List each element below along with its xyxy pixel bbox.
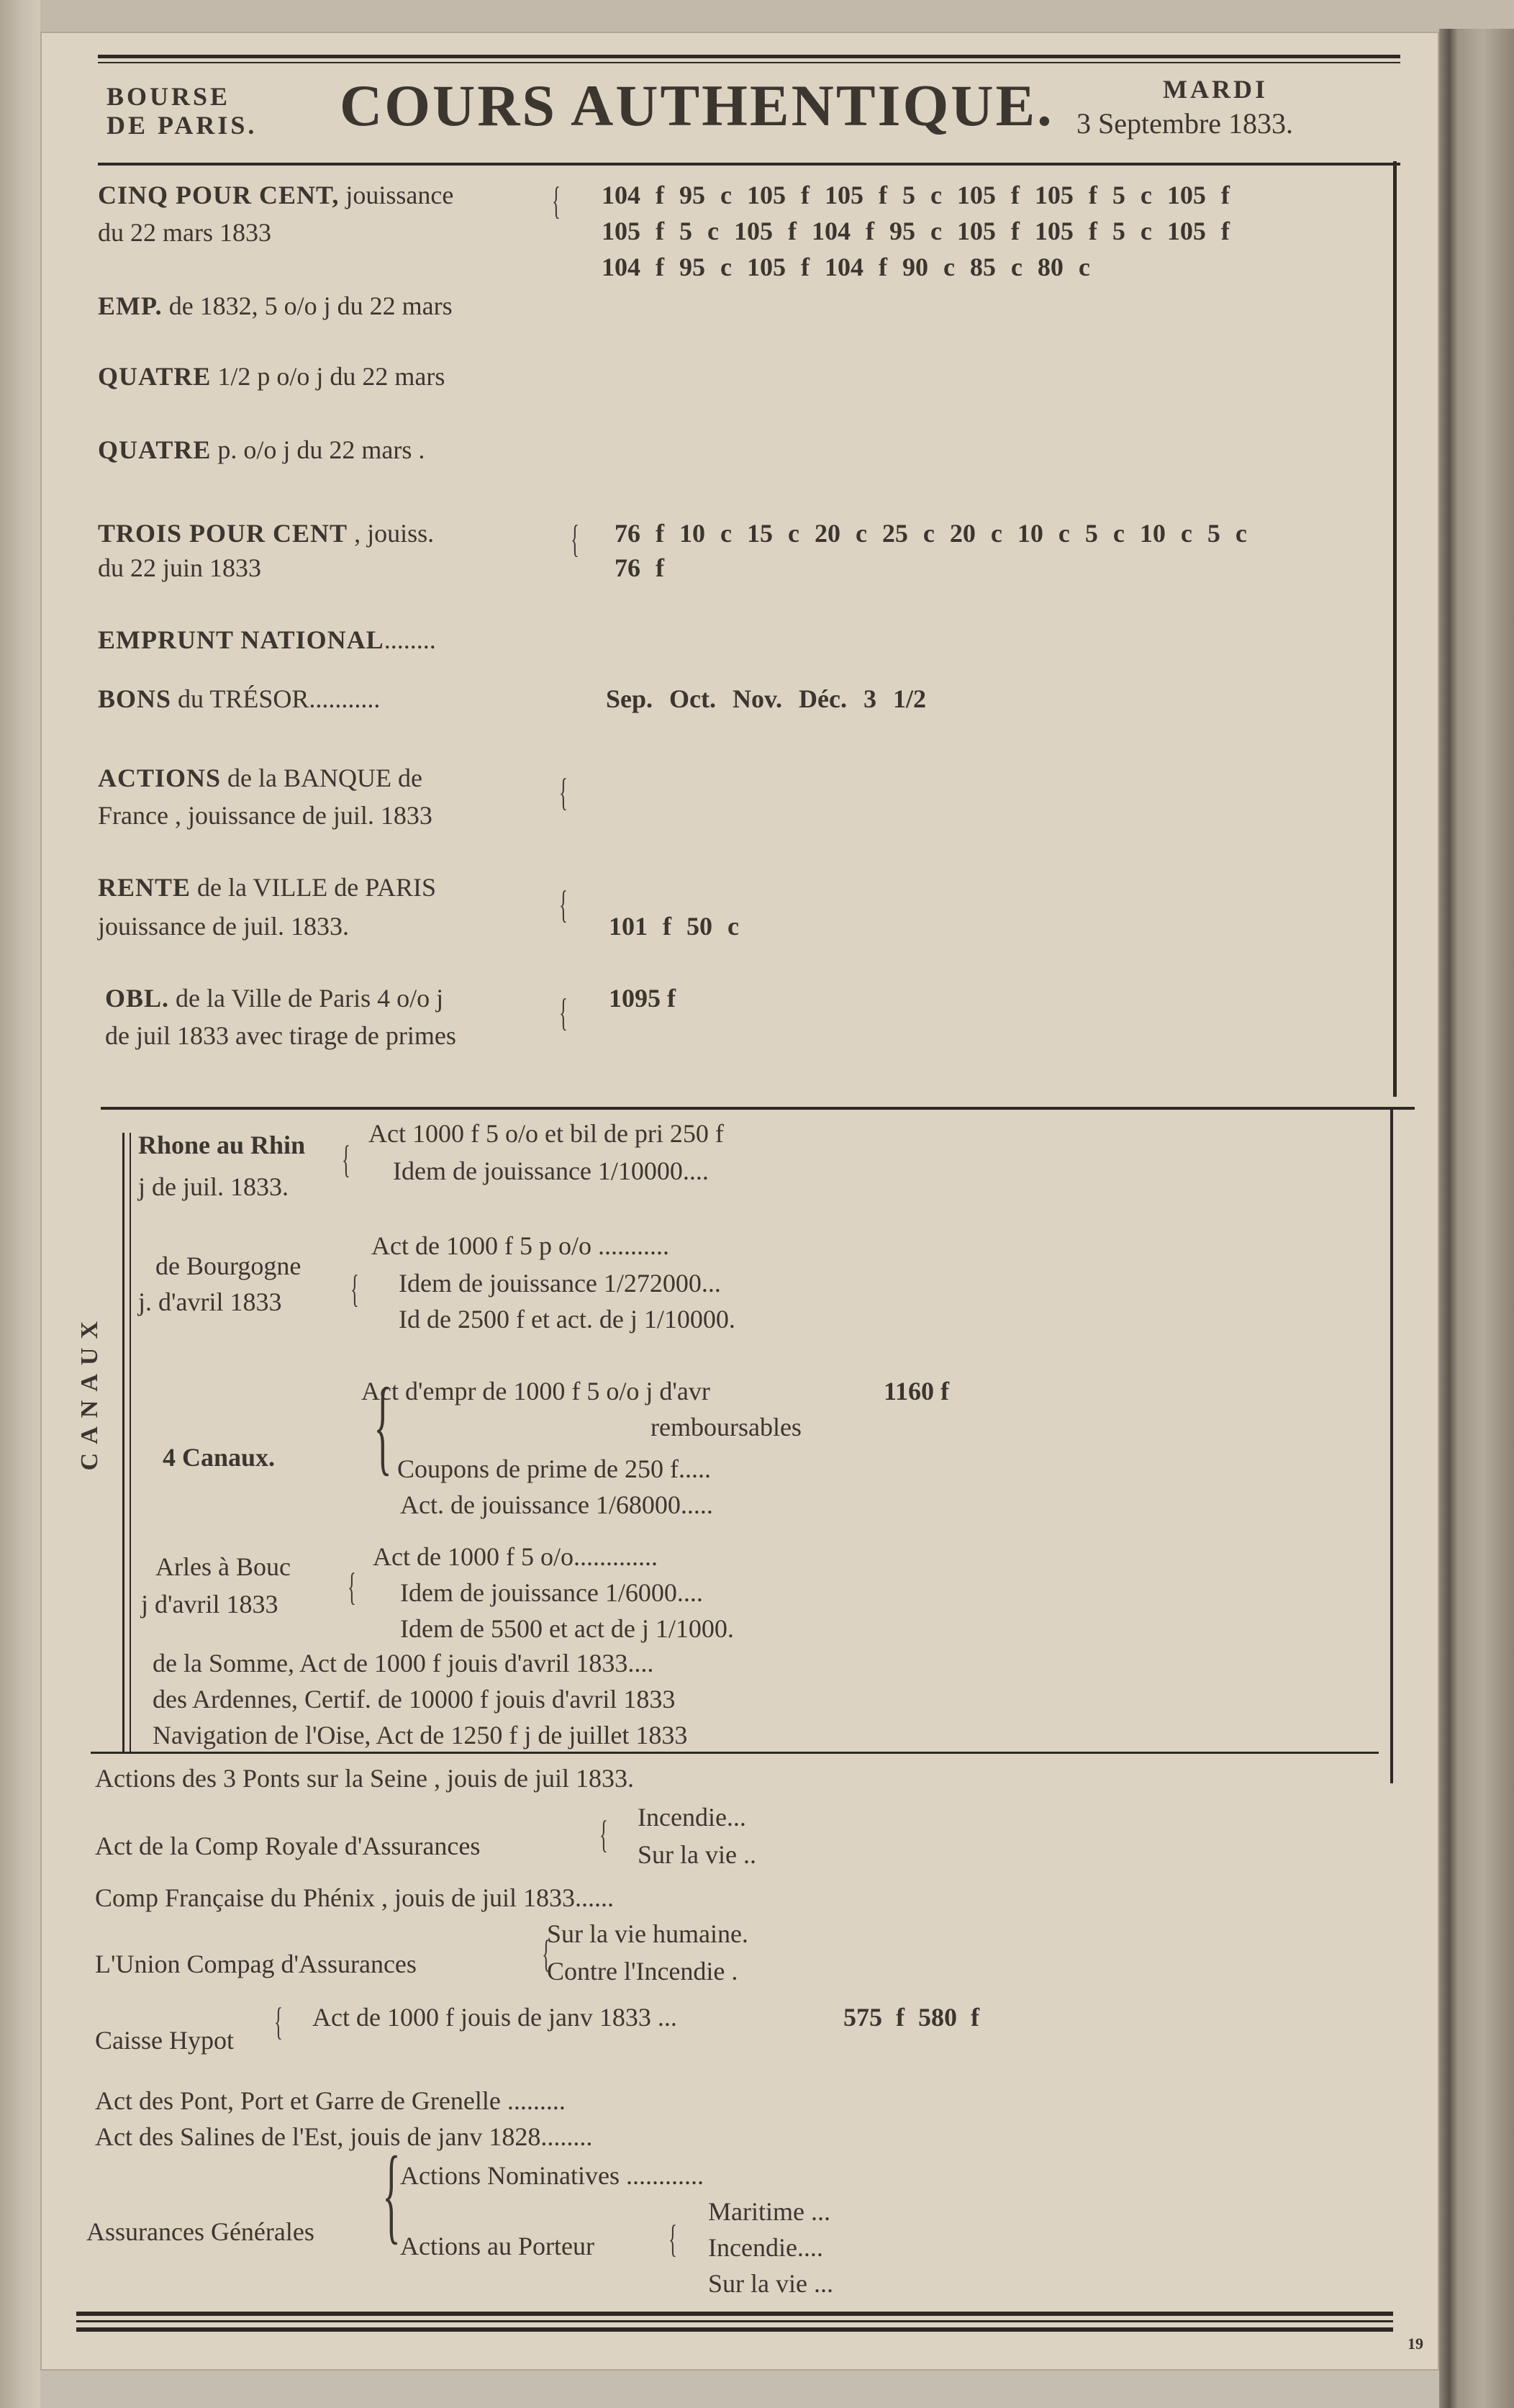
rente-obl-label2: de juil 1833 avec tirage de primes bbox=[105, 1021, 456, 1050]
canal-rhone-label1: Rhone au Rhin bbox=[138, 1131, 306, 1159]
canal-rhone-label2: j de juil. 1833. bbox=[138, 1172, 289, 1201]
rente-actions-bold: ACTIONS bbox=[98, 764, 222, 792]
rente-bons-price: Sep. Oct. Nov. Déc. 3 1/2 bbox=[606, 684, 926, 713]
divers-grenelle: Act des Pont, Port et Garre de Grenelle ......... bbox=[95, 2086, 566, 2115]
scan-left-margin bbox=[0, 0, 40, 2408]
divers-union-item2: Contre l'Incendie . bbox=[547, 1957, 738, 1986]
rente-obl-bold: OBL. bbox=[105, 984, 170, 1013]
divers-hypot-item: Act de 1000 f jouis de janv 1833 ... bbox=[312, 2003, 677, 2032]
divers-assur-label: Assurances Générales bbox=[86, 2217, 314, 2246]
rente-quatre-demi-bold: QUATRE bbox=[98, 362, 212, 391]
right-border-canaux bbox=[1390, 1107, 1393, 1783]
rente-actions-label bbox=[98, 763, 422, 793]
rente-trois-label2: du 22 juin 1833 bbox=[98, 553, 262, 582]
section-rule-divers bbox=[91, 1752, 1379, 1754]
header-day: MARDI bbox=[1163, 75, 1268, 104]
divers-assur-port2: Incendie.... bbox=[708, 2233, 823, 2262]
brace-ville: { bbox=[559, 883, 568, 926]
rente-actions-rest: de la BANQUE de bbox=[221, 764, 422, 792]
divers-hypot-price: 575 f 580 f bbox=[843, 2003, 979, 2032]
canal-arles-label1: Arles à Bouc bbox=[155, 1552, 291, 1581]
rente-emprunt-rest: ........ bbox=[384, 625, 436, 654]
brace-rhone: { bbox=[342, 1138, 350, 1181]
rente-bons-bold: BONS bbox=[98, 684, 172, 713]
rente-cinq-label bbox=[98, 180, 453, 210]
bourse-page bbox=[40, 32, 1439, 2371]
rente-emp-rest: de 1832, 5 o/o j du 22 mars bbox=[162, 291, 453, 320]
canal-oise: Navigation de l'Oise, Act de 1250 f j de juillet 1833 bbox=[153, 1721, 688, 1750]
right-border-top bbox=[1393, 161, 1397, 1097]
rente-trois-price-1: 76 f 10 c 15 c 20 c 25 c 20 c 10 c 5 c 10 c 5 c bbox=[615, 519, 1247, 548]
rente-cinq-price-2: 105 f 5 c 105 f 104 f 95 c 105 f 105 f 5 c 105 f bbox=[602, 217, 1230, 245]
rente-emp-bold: EMP. bbox=[98, 291, 163, 320]
bottom-rule-1 bbox=[76, 2312, 1393, 2316]
brace-hypot: { bbox=[274, 2000, 283, 2043]
canal-quatre-item3: Act. de jouissance 1/68000..... bbox=[400, 1490, 713, 1519]
divers-assur-port: Actions au Porteur bbox=[400, 2232, 594, 2260]
page-title: COURS AUTHENTIQUE. bbox=[340, 73, 1054, 138]
brace-assur-port: { bbox=[668, 2217, 677, 2260]
rente-trois-label bbox=[98, 518, 434, 548]
rente-ville-bold: RENTE bbox=[98, 873, 191, 902]
header-date: 3 Septembre 1833. bbox=[1076, 107, 1294, 140]
brace-royale: { bbox=[599, 1813, 608, 1856]
canal-rhone-item1: Act 1000 f 5 o/o et bil de pri 250 f bbox=[368, 1119, 724, 1148]
page-number: 19 bbox=[1408, 2335, 1423, 2353]
rente-bons-label bbox=[98, 684, 380, 714]
canal-quatre-label: 4 Canaux. bbox=[163, 1443, 276, 1472]
canal-quatre-price: 1160 f bbox=[884, 1377, 950, 1406]
canal-somme: de la Somme, Act de 1000 f jouis d'avril 1833.... bbox=[153, 1649, 654, 1678]
canaux-bracket-line bbox=[122, 1133, 124, 1752]
divers-union-label: L'Union Compag d'Assurances bbox=[95, 1950, 417, 1978]
rente-obl-price: 1095 f bbox=[609, 984, 676, 1013]
rente-ville-label2: jouissance de juil. 1833. bbox=[98, 912, 349, 941]
divers-royale-label: Act de la Comp Royale d'Assurances bbox=[95, 1832, 481, 1860]
brace-bourgogne: { bbox=[350, 1267, 359, 1311]
rente-trois-bold: TROIS POUR CENT bbox=[98, 519, 348, 548]
canal-bourgogne-item3: Id de 2500 f et act. de j 1/10000. bbox=[399, 1305, 735, 1334]
rente-quatre-demi-label bbox=[98, 361, 445, 391]
rente-quatre-label bbox=[98, 435, 425, 465]
divers-ponts: Actions des 3 Ponts sur la Seine , jouis de juil 1833. bbox=[95, 1764, 634, 1793]
rente-quatre-bold: QUATRE bbox=[98, 435, 212, 464]
rente-cinq-price-1: 104 f 95 c 105 f 105 f 5 c 105 f 105 f 5 c 105 f bbox=[602, 181, 1230, 209]
canal-ardennes: des Ardennes, Certif. de 10000 f jouis d'avril 1833 bbox=[153, 1685, 676, 1714]
canal-bourgogne-label1: de Bourgogne bbox=[155, 1251, 302, 1280]
rente-ville-price: 101 f 50 c bbox=[609, 912, 739, 941]
rente-quatre-rest: p. o/o j du 22 mars . bbox=[211, 435, 425, 464]
brace-union: { bbox=[542, 1932, 550, 1975]
scan-top-margin bbox=[0, 0, 1514, 32]
canal-arles-label2: j d'avril 1833 bbox=[141, 1590, 278, 1619]
brace-quatre: { bbox=[373, 1366, 392, 1485]
rente-actions-label2: France , jouissance de juil. 1833 bbox=[98, 801, 432, 830]
divers-assur-nom: Actions Nominatives ............ bbox=[400, 2161, 704, 2190]
brace-actions: { bbox=[559, 771, 568, 814]
canal-bourgogne-item2: Idem de jouissance 1/272000... bbox=[399, 1269, 721, 1298]
divers-royale-item1: Incendie... bbox=[638, 1803, 746, 1832]
rente-cinq-rest: jouissance bbox=[339, 181, 454, 209]
rente-emprunt-bold: EMPRUNT NATIONAL bbox=[98, 625, 384, 654]
divers-union-item1: Sur la vie humaine. bbox=[547, 1919, 748, 1948]
divers-phenix: Comp Française du Phénix , jouis de juil 1833...... bbox=[95, 1883, 614, 1912]
brace-trois: { bbox=[571, 517, 579, 561]
rente-emp-label bbox=[98, 291, 453, 321]
divers-assur-port3: Sur la vie ... bbox=[708, 2269, 833, 2298]
rente-quatre-demi-rest: 1/2 p o/o j du 22 mars bbox=[211, 362, 445, 391]
bottom-rule-2 bbox=[76, 2320, 1393, 2322]
canal-bourgogne-item1: Act de 1000 f 5 p o/o ........... bbox=[371, 1231, 669, 1260]
divers-assur-port1: Maritime ... bbox=[708, 2197, 830, 2226]
divers-hypot-label: Caisse Hypot bbox=[95, 2026, 234, 2055]
header-bourse: BOURSE bbox=[106, 82, 231, 111]
rente-emprunt-label bbox=[98, 625, 436, 655]
divers-salines: Act des Salines de l'Est, jouis de janv 1828........ bbox=[95, 2122, 593, 2151]
book-page-edges bbox=[1439, 29, 1514, 2408]
brace-assur: { bbox=[382, 2135, 401, 2254]
rente-trois-price-2: 76 f bbox=[615, 553, 664, 582]
canal-quatre-item1: Act d'empr de 1000 f 5 o/o j d'avr bbox=[361, 1377, 710, 1406]
bottom-rule-3 bbox=[76, 2327, 1393, 2332]
rente-ville-rest: de la VILLE de PARIS bbox=[191, 873, 437, 902]
rente-trois-rest: , jouiss. bbox=[348, 519, 435, 548]
section-rule-canaux bbox=[101, 1107, 1415, 1110]
rente-cinq-bold: CINQ POUR CENT, bbox=[98, 181, 340, 209]
brace-arles: { bbox=[348, 1565, 356, 1608]
rente-bons-rest: du TRÉSOR........... bbox=[171, 684, 381, 713]
canal-quatre-item2: Coupons de prime de 250 f..... bbox=[397, 1454, 711, 1483]
canal-rhone-item2: Idem de jouissance 1/10000.... bbox=[393, 1157, 709, 1185]
top-double-rule bbox=[98, 55, 1400, 58]
divers-royale-item2: Sur la vie .. bbox=[638, 1840, 756, 1869]
header-de-paris: DE PARIS. bbox=[106, 111, 258, 140]
canal-arles-item2: Idem de jouissance 1/6000.... bbox=[400, 1578, 703, 1607]
canaux-bracket-line-2 bbox=[130, 1133, 131, 1752]
canal-arles-item1: Act de 1000 f 5 o/o............. bbox=[373, 1542, 658, 1571]
rente-obl-rest: de la Ville de Paris 4 o/o j bbox=[169, 984, 444, 1013]
canaux-side-label: CANAUX bbox=[76, 1313, 103, 1471]
rente-cinq-label2: du 22 mars 1833 bbox=[98, 218, 271, 247]
canal-quatre-item1b: remboursables bbox=[651, 1413, 802, 1441]
brace-cinq: { bbox=[552, 179, 561, 222]
rente-ville-label bbox=[98, 872, 436, 902]
canal-bourgogne-label2: j. d'avril 1833 bbox=[138, 1287, 282, 1316]
rente-cinq-price-3: 104 f 95 c 105 f 104 f 90 c 85 c 80 c bbox=[602, 253, 1090, 281]
top-rule-thin bbox=[98, 62, 1400, 63]
canal-arles-item3: Idem de 5500 et act de j 1/1000. bbox=[400, 1614, 734, 1643]
rente-obl-label bbox=[105, 983, 443, 1013]
header-rule bbox=[98, 163, 1400, 166]
brace-obl: { bbox=[559, 991, 568, 1034]
